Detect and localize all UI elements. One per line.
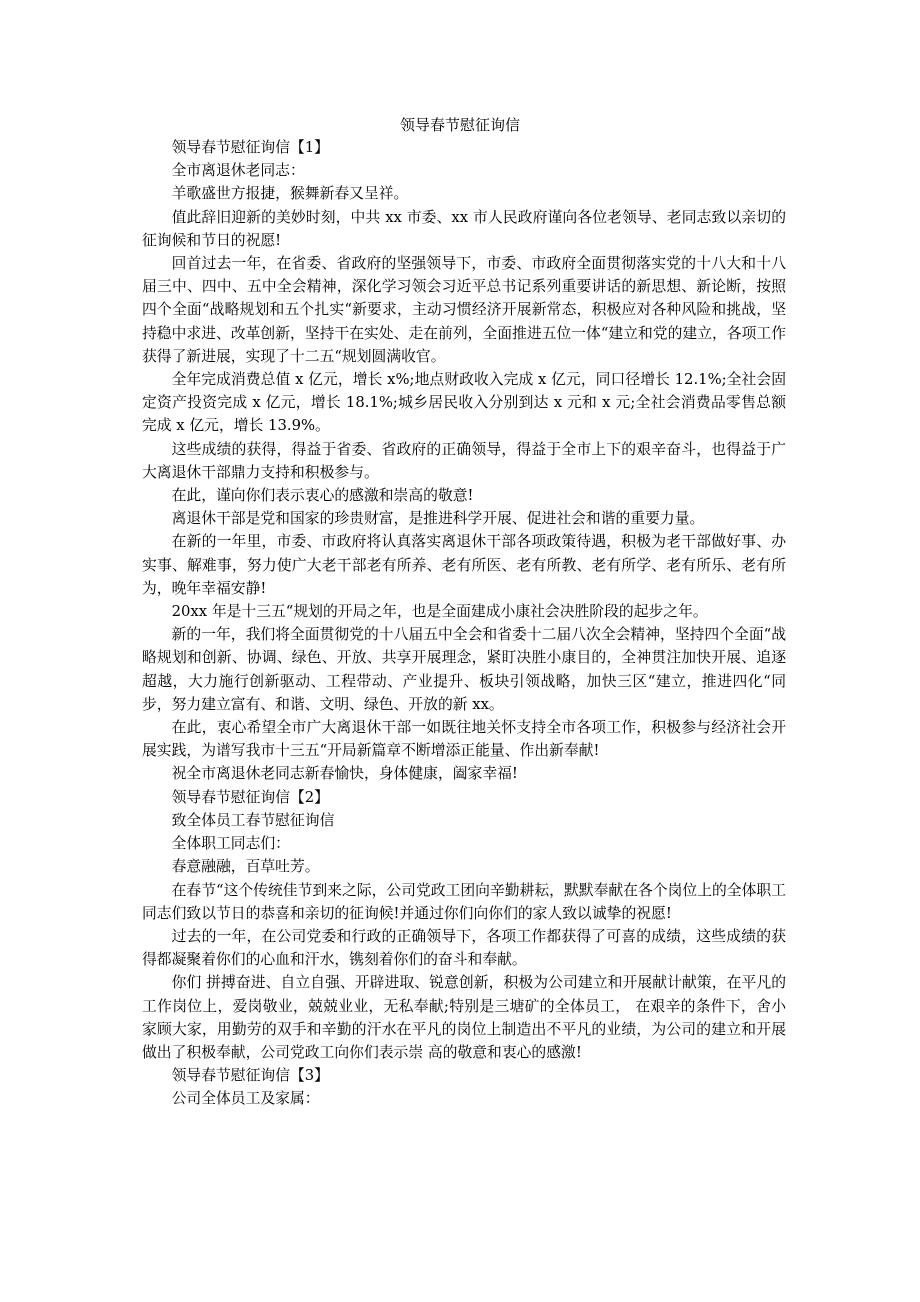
paragraph: 领导春节慰征询信【2】 — [171, 788, 329, 806]
paragraph: 你们 拼搏奋进、自立自强、开辟进取、锐意创新，积极为公司建立和开展献计献策，在平凡的工作岗位上，爱岗敬业，兢兢业业，无私奉献;特别是三塘矿的全体员工， 在艰辛的条件下，舍小家顾大家，用勤劳的双手和辛勤的汗水在平凡的岗位上制造出不平凡的业绩，为公司的建立和开展做出了积极奉献，公司党政工向你们表示崇 高的敬意和衷心的感激! — [142, 974, 786, 1061]
paragraph: 祝全市离退休老同志新春愉快，身体健康，阖家幸福! — [171, 765, 518, 783]
paragraph: 20xx 年是十三五“规划的开局之年，也是全面建成小康社会决胜阶段的起步之年。 — [171, 603, 708, 621]
paragraph: 值此辞旧迎新的美妙时刻，中共 xx 市委、xx 市人民政府谨向各位老领导、老同志致以亲切的征询候和节日的祝愿! — [142, 208, 786, 249]
paragraph: 全市离退休老同志： — [171, 162, 305, 180]
paragraph: 春意融融，百草吐芳。 — [171, 858, 320, 876]
document-title: 领导春节慰征询信 — [399, 116, 520, 134]
paragraph: 在新的一年里，市委、市政府将认真落实离退休干部各项政策待遇，积极为老干部做好事、办实事、解难事，努力使广大老干部老有所养、老有所医、老有所教、老有所学、老有所乐、老有所为，晚年幸福安静! — [142, 533, 786, 597]
paragraph: 在春节“这个传统佳节到来之际，公司党政工团向辛勤耕耘，默默奉献在各个岗位上的全体职工同志们致以节日的恭喜和亲切的征询候!并通过你们向你们的家人致以诚挚的祝愿! — [142, 881, 786, 922]
paragraph: 领导春节慰征询信【3】 — [171, 1067, 329, 1085]
paragraph: 回首过去一年，在省委、省政府的坚强领导下，市委、市政府全面贯彻落实党的十八大和十八届三中、四中、五中全会精神，深化学习领会习近平总书记系列重要讲话的新思想、新论断，按照四个全面“战略规划和五个扎实“新要求，主动习惯经济开展新常态，积极应对各种风险和挑战，坚持稳中求进、改革创新，坚持干在实处、走在前列，全面推进五位一体“建立和党的建立，各项工作获得了新进展，实现了十二五“规划圆满收官。 — [142, 255, 786, 365]
paragraph: 全年完成消费总值 x 亿元，增长 x%;地点财政收入完成 x 亿元，同口径增长 12.1%;全社会固定资产投资完成 x 亿元，增长 18.1%;城乡居民收入分别到达 x 元和 x 元;全社会消费品零售总额完成 x 亿元，增长 13.9%。 — [142, 371, 786, 435]
paragraph: 领导春节慰征询信【1】 — [171, 139, 329, 156]
paragraph: 这些成绩的获得，得益于省委、省政府的正确领导，得益于全市上下的艰辛奋斗，也得益于广大离退休干部鼎力支持和积极参与。 — [142, 440, 786, 481]
paragraph: 全体职工同志们： — [171, 835, 290, 853]
paragraph: 新的一年，我们将全面贯彻党的十八届五中全会和省委十二届八次全会精神，坚持四个全面“战略规划和创新、协调、绿色、开放、共享开展理念，紧盯决胜小康目的，全神贯注加快开展、追逐超越，大力施行创新驱动、工程带动、产业提升、板块引领战略，加快三区“建立，推进四化“同步，努力建立富有、和谐、文明、绿色、开放的新 xx。 — [142, 626, 786, 713]
document-body — [142, 136, 786, 1111]
paragraph: 在此，衷心希望全市广大离退休干部一如既往地关怀支持全市各项工作，积极参与经济社会开展实践，为谱写我市十三五“开局新篇章不断增添正能量、作出新奉献! — [142, 719, 786, 760]
paragraph: 在此，谨向你们表示衷心的感激和崇高的敬意! — [171, 487, 474, 505]
paragraph: 羊歌盛世方报捷，猴舞新春又呈祥。 — [171, 185, 409, 203]
paragraph: 公司全体员工及家属： — [171, 1090, 320, 1108]
paragraph: 致全体员工春节慰征询信 — [171, 811, 335, 829]
paragraph: 过去的一年，在公司党委和行政的正确领导下，各项工作都获得了可喜的成绩，这些成绩的获得都凝聚着你们的心血和汗水，镌刻着你们的奋斗和奉献。 — [142, 927, 786, 969]
paragraph: 离退休干部是党和国家的珍贵财富，是推进科学开展、促进社会和谐的重要力量。 — [171, 510, 705, 528]
